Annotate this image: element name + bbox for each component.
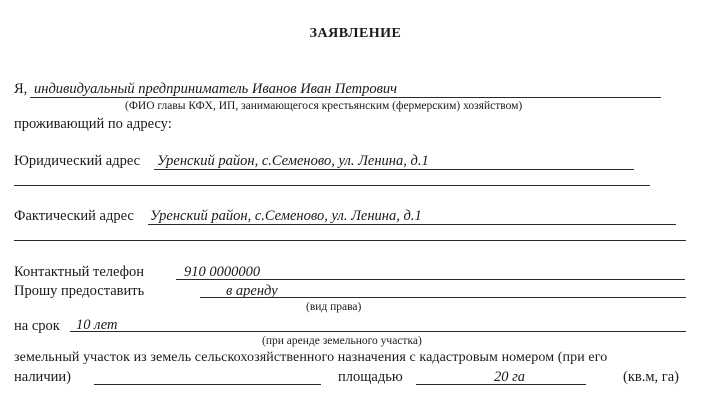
actual-address-label: Фактический адрес — [14, 208, 134, 224]
land-area-value: 20 га — [494, 369, 526, 385]
cadastral-number-line — [94, 384, 321, 385]
request-line — [200, 297, 686, 298]
term-line — [70, 331, 686, 332]
phone-label: Контактный телефон — [14, 264, 145, 280]
legal-address-value: Уренский район, с.Семеново, ул. Ленина, д.1 — [157, 153, 429, 169]
residing-label: проживающий по адресу: — [14, 116, 172, 132]
term-label: на срок — [14, 318, 60, 334]
request-label: Прошу предоставить — [14, 283, 145, 299]
applicant-line — [30, 97, 661, 98]
land-units: (кв.м, га) — [623, 369, 679, 385]
legal-address-label: Юридический адрес — [14, 153, 141, 169]
phone-value: 910 0000000 — [184, 264, 261, 280]
actual-address-value: Уренский район, с.Семеново, ул. Ленина, д.1 — [150, 208, 422, 224]
actual-address-line-2 — [14, 240, 686, 241]
term-caption: (при аренде земельного участка) — [262, 335, 422, 347]
applicant-prefix: Я, — [14, 81, 28, 97]
legal-address-line-2 — [14, 185, 650, 186]
land-description: земельный участок из земель сельскохозяйственного назначения с кадастровым номером (при его — [14, 350, 608, 365]
request-value: в аренду — [226, 283, 278, 299]
applicant-value: индивидуальный предприниматель Иванов Иван Петрович — [34, 81, 398, 97]
land-area-line — [416, 384, 586, 385]
legal-address-line — [154, 169, 634, 170]
term-value: 10 лет — [76, 317, 118, 333]
land-area-label: площадью — [338, 369, 403, 385]
document-title: ЗАЯВЛЕНИЕ — [309, 26, 402, 41]
applicant-caption: (ФИО главы КФХ, ИП, занимающегося крестьянским (фермерским) хозяйством) — [125, 100, 523, 112]
request-caption: (вид права) — [306, 301, 362, 313]
phone-line — [176, 279, 685, 280]
actual-address-line — [148, 224, 676, 225]
land-cadastral-label: наличии) — [14, 369, 71, 385]
